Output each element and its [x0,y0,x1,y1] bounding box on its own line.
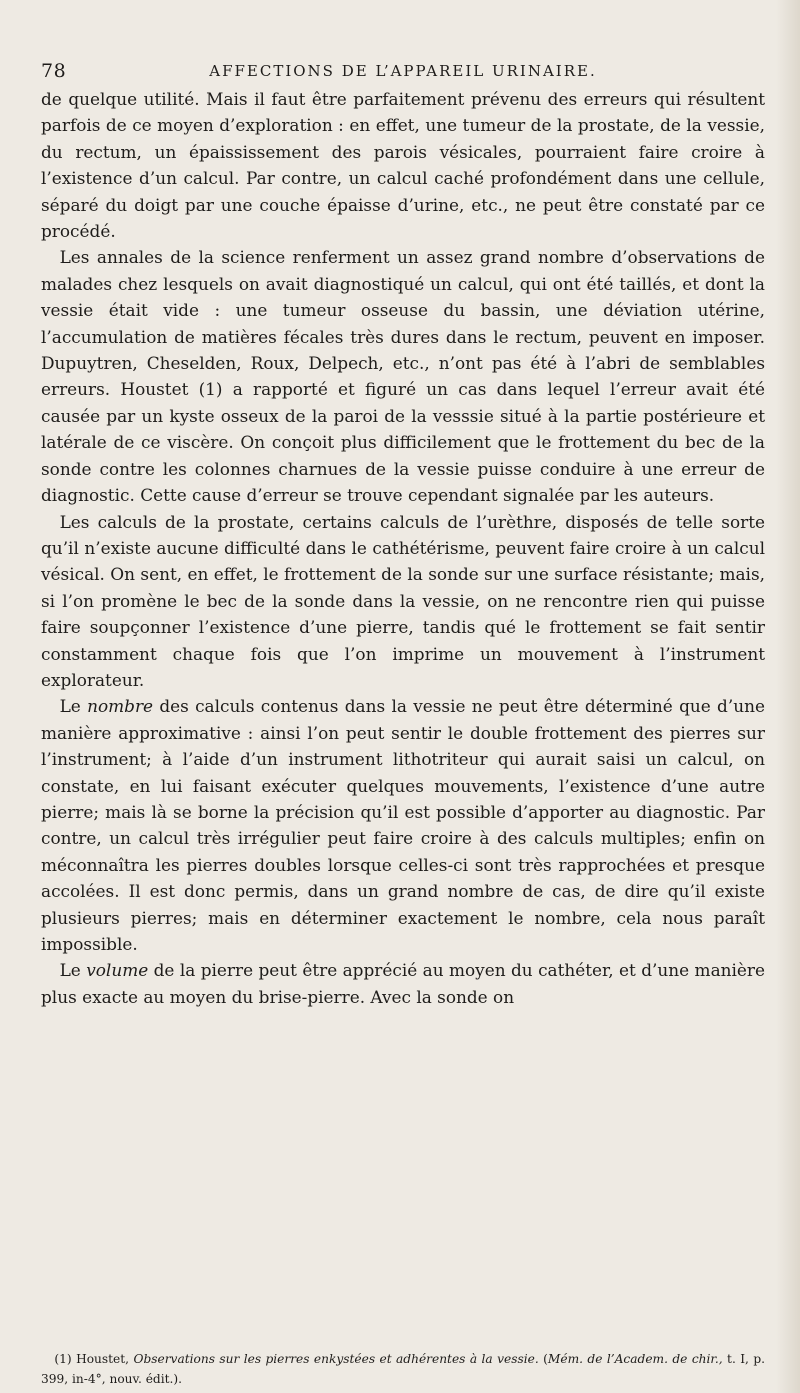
footnote-details: t. I, p. 399, in-4°, nouv. édit.). [41,1352,766,1386]
paragraph-annales: Les annales de la science renferment un assez grand nombre d’observations de malades chez lesquels on avait diagnostiqué un calcul, qui ont été taillés, et dont la vessie était vide : une tumeur osseuse du bassin, une déviation utérine, l’accumulation de matières fécales très dures dans le rectum, peuvent en imposer. Dupuytren, Cheselden, Roux, Delpech, etc., n’ont pas été à l’abri de semblables erreurs. Houstet (1) a rapporté et figuré un cas dans lequel l’erreur avait été causée par un kyste osseux de la paroi de la vesssie situé à la partie postérieure et latérale de ce viscère. On conçoit plus difficilement que le frottement du bec de la sonde contre les colonnes charnues de la vessie puisse conduire à une erreur de diagnostic. Cette cause d’erreur se trouve cependant signalée par les auteurs. [41,247,765,506]
paragraph-calculs-prostate: Les calculs de la prostate, certains calculs de l’urèthre, disposés de telle sorte qu’il n’existe aucune difficulté dans le cathétérisme, peuvent faire croire à un calcul vésical. On sent, en effet, le frottement de la sonde sur une surface résistante; mais, si l’on promène le bec de la sonde dans la vessie, on ne rencontre rien qui puisse faire soupçonner l’existence d’une pierre, tandis qué le frottement se fait sentir constamment chaque fois que l’on imprime un mouvement à l’instrument explorateur. [41,511,765,690]
emphasis-volume: volume [86,960,149,981]
paragraph-nombre: Le nombre des calculs contenus dans la vessie ne peut être déterminé que d’une manière approximative : ainsi l’on peut sentir le double frottement des pierres sur l’instrument; à l’aide d’un instrument lithotriteur qui aurait saisi un calcul, on constate, en lui faisant exécuter quelques mouvements, l’existence d’une autre pierre; mais là se borne la précision qu’il est possible d’apporter au diagnostic. Par contre, un calcul très irrégulier peut faire croire à des calculs multiples; enfin on méconnaîtra les pierres doubles lorsque celles-ci sont très rapprochées et presque accolées. Il est donc permis, dans un grand nombre de cas, de dire qu’il existe plusieurs pierres; mais en déterminer exactement le nombre, cela nous paraît impossible. [41,696,765,954]
paragraph-volume: Le volume de la pierre peut être apprécié au moyen du cathéter, et d’une manière plus exacte au moyen du brise-pierre. Avec la sonde on [41,960,765,1007]
footnote-author: Houstet, [76,1352,130,1366]
footnote-source: Mém. de l’Academ. de chir., [547,1352,723,1366]
footnote: (1) Houstet, Observations sur les pierres enkystées et adhérentes à la vessie. (Mém. de l’Academ. de chir., t. I, p. 399, in-4°, nouv. édit.). [41,1352,766,1386]
page-header [41,60,765,86]
body-text [41,86,765,1010]
footnote-title: Observations sur les pierres enkystées et adhérentes à la vessie. [133,1352,539,1366]
emphasis-nombre: nombre [87,696,154,717]
page-number: 78 [41,60,67,82]
paragraph-continuation: de quelque utilité. Mais il faut être parfaitement prévenu des erreurs qui résultent parfois de ce moyen d’exploration : en effet, une tumeur de la prostate, de la vessie, du rectum, un épaississement des parois vésicales, pourraient faire croire à l’existence d’un calcul. Par contre, un calcul caché profondément dans une cellule, séparé du doigt par une couche épaisse d’urine, etc., ne peut être constaté par ce procédé. [41,89,765,242]
footnote-marker: (1) [54,1352,72,1366]
running-title: AFFECTIONS DE L’APPAREIL URINAIRE. [209,62,597,80]
